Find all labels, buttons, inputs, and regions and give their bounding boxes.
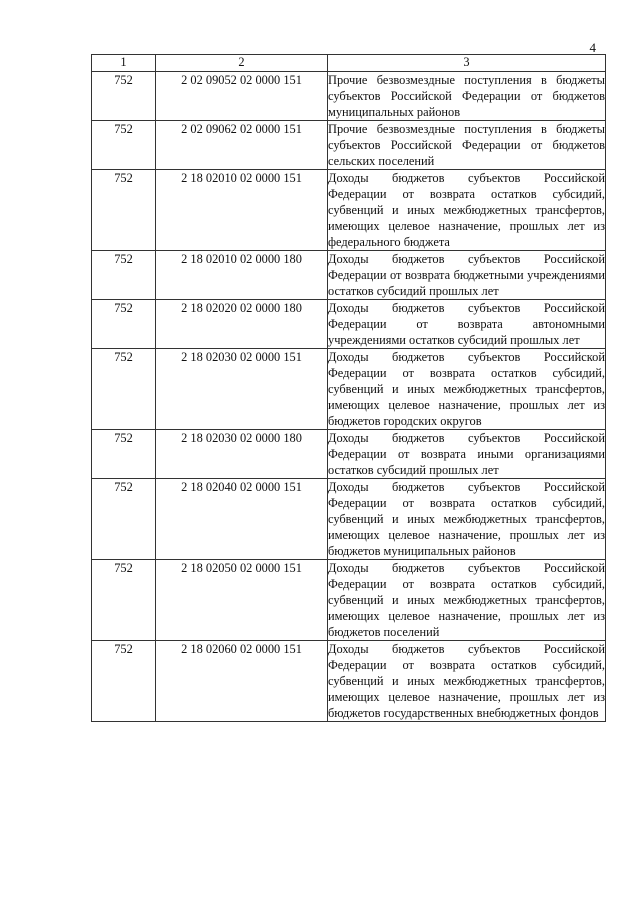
admin-code-cell: 752 xyxy=(92,349,156,430)
budget-code-cell: 2 02 09062 02 0000 151 xyxy=(156,121,328,170)
table-row xyxy=(92,170,606,251)
header-row xyxy=(92,55,606,72)
table-row xyxy=(92,251,606,300)
table-row xyxy=(92,121,606,170)
admin-code-cell: 752 xyxy=(92,121,156,170)
table-body xyxy=(92,72,606,722)
budget-code-cell: 2 18 02030 02 0000 180 xyxy=(156,430,328,479)
header-col-3: 3 xyxy=(328,55,606,72)
description-cell: Доходы бюджетов субъектов Российской Федерации от возврата автономными учреждениями остатков субсидий прошлых лет xyxy=(328,301,605,347)
admin-code-cell: 752 xyxy=(92,430,156,479)
admin-code-cell: 752 xyxy=(92,72,156,121)
budget-code-cell: 2 18 02010 02 0000 180 xyxy=(156,251,328,300)
admin-code-cell: 752 xyxy=(92,479,156,560)
header-col-1: 1 xyxy=(92,55,156,72)
budget-code-cell: 2 18 02060 02 0000 151 xyxy=(156,641,328,722)
header-col-2: 2 xyxy=(156,55,328,72)
page-number: 4 xyxy=(589,40,596,55)
budget-code-cell: 2 02 09052 02 0000 151 xyxy=(156,72,328,121)
admin-code-cell: 752 xyxy=(92,251,156,300)
description-cell: Прочие безвозмездные поступления в бюджеты субъектов Российской Федерации от бюджетов сельских поселений xyxy=(328,122,605,168)
table-row xyxy=(92,560,606,641)
budget-code-cell: 2 18 02010 02 0000 151 xyxy=(156,170,328,251)
table-row xyxy=(92,72,606,121)
admin-code-cell: 752 xyxy=(92,560,156,641)
description-cell: Доходы бюджетов субъектов Российской Федерации от возврата иными организациями остатков субсидий прошлых лет xyxy=(328,431,605,477)
description-cell: Доходы бюджетов субъектов Российской Федерации от возврата остатков субсидий, субвенций и иных межбюджетных трансфертов, имеющих целевое назначение, прошлых лет из бюджетов муниципальных районов xyxy=(328,480,605,558)
admin-code-cell: 752 xyxy=(92,641,156,722)
description-cell: Доходы бюджетов субъектов Российской Федерации от возврата остатков субсидий, субвенций и иных межбюджетных трансфертов, имеющих целевое назначение, прошлых лет из бюджетов поселений xyxy=(328,561,605,639)
description-cell: Доходы бюджетов субъектов Российской Федерации от возврата остатков субсидий, субвенций и иных межбюджетных трансфертов, имеющих целевое назначение, прошлых лет из бюджетов городских округов xyxy=(328,350,605,428)
table-header xyxy=(92,55,606,72)
table-row xyxy=(92,430,606,479)
budget-code-cell: 2 18 02050 02 0000 151 xyxy=(156,560,328,641)
table-row xyxy=(92,641,606,722)
admin-code-cell: 752 xyxy=(92,170,156,251)
table-row xyxy=(92,349,606,430)
table-row xyxy=(92,300,606,349)
budget-code-cell: 2 18 02020 02 0000 180 xyxy=(156,300,328,349)
description-cell: Доходы бюджетов субъектов Российской Федерации от возврата остатков субсидий, субвенций и иных межбюджетных трансфертов, имеющих целевое назначение, прошлых лет из бюджетов государственных внебюджетных фондов xyxy=(328,642,605,720)
table-row xyxy=(92,479,606,560)
admin-code-cell: 752 xyxy=(92,300,156,349)
budget-code-cell: 2 18 02040 02 0000 151 xyxy=(156,479,328,560)
budget-income-table xyxy=(91,54,606,722)
description-cell: Доходы бюджетов субъектов Российской Федерации от возврата остатков субсидий, субвенций и иных межбюджетных трансфертов, имеющих целевое назначение, прошлых лет из федерального бюджета xyxy=(328,171,605,249)
budget-code-cell: 2 18 02030 02 0000 151 xyxy=(156,349,328,430)
description-cell: Прочие безвозмездные поступления в бюджеты субъектов Российской Федерации от бюджетов муниципальных районов xyxy=(328,73,605,119)
description-cell: Доходы бюджетов субъектов Российской Федерации от возврата бюджетными учреждениями остатков субсидий прошлых лет xyxy=(328,252,605,298)
